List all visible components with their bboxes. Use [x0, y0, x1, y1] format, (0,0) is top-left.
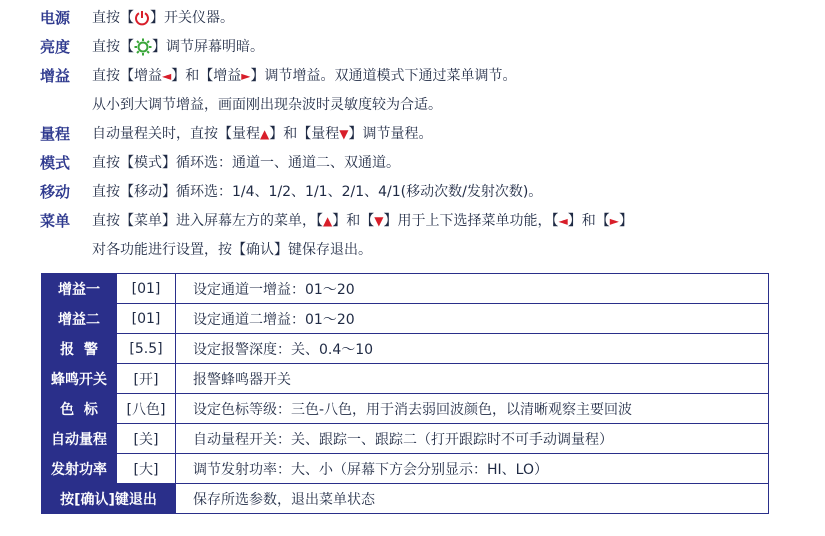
menu-item-value: [大] — [117, 454, 176, 484]
sun-icon — [134, 38, 152, 56]
triangle-down-icon: ▼ — [339, 127, 349, 141]
menu-item-value: [关] — [117, 424, 176, 454]
instructions — [40, 4, 810, 265]
menu-item-value: [开] — [117, 364, 176, 394]
menu-item-desc: 设定色标等级：三色-八色，用于消去弱回波颜色，以清晰观察主要回波 — [176, 394, 769, 424]
table-row — [42, 484, 769, 514]
menu-item-desc: 设定通道一增益：01～20 — [176, 274, 769, 304]
table-row — [42, 394, 769, 424]
menu-item-name: 增益一 — [42, 274, 117, 304]
inst-brightness: 亮度 直按【 】调节屏幕明暗。 — [40, 33, 810, 62]
menu-item-name: 报 警 — [42, 334, 117, 364]
inst-move: 移动 直按【移动】循环选：1/4、1/2、1/1、2/1、4/1(移动次数/发射次数)。 — [40, 178, 810, 207]
menu-item-value: [5.5] — [117, 334, 176, 364]
menu-item-name: 色 标 — [42, 394, 117, 424]
table-row — [42, 304, 769, 334]
triangle-left-icon: ◄ — [162, 69, 172, 83]
inst-label: 模式 — [40, 154, 71, 172]
menu-item-name: 自动量程 — [42, 424, 117, 454]
triangle-right-icon: ► — [241, 69, 251, 83]
menu-item-value: [八色] — [117, 394, 176, 424]
menu-item-desc: 设定通道二增益：01～20 — [176, 304, 769, 334]
table-row — [42, 334, 769, 364]
power-icon — [134, 10, 150, 26]
inst-label: 菜单 — [40, 212, 71, 230]
triangle-left-icon: ◄ — [558, 214, 568, 228]
inst-label: 量程 — [40, 125, 71, 143]
menu-item-name: 增益二 — [42, 304, 117, 334]
menu-item-name: 按[确认]键退出 — [42, 484, 176, 514]
menu-item-desc: 设定报警深度：关、0.4～10 — [176, 334, 769, 364]
menu-item-name: 发射功率 — [42, 454, 117, 484]
menu-table — [41, 273, 769, 514]
inst-power: 电源 直按【 】开关仪器。 — [40, 4, 810, 33]
inst-label: 增益 — [40, 67, 71, 85]
menu-item-desc: 报警蜂鸣器开关 — [176, 364, 769, 394]
menu-item-value: [01] — [117, 304, 176, 334]
table-row — [42, 274, 769, 304]
menu-item-desc: 调节发射功率：大、小（屏幕下方会分别显示：HI、LO） — [176, 454, 769, 484]
menu-item-name: 蜂鸣开关 — [42, 364, 117, 394]
inst-label: 电源 — [40, 9, 71, 27]
triangle-down-icon: ▼ — [374, 214, 384, 228]
triangle-right-icon: ► — [609, 214, 619, 228]
menu-item-value: [01] — [117, 274, 176, 304]
menu-item-desc: 自动量程开关：关、跟踪一、跟踪二（打开跟踪时不可手动调量程） — [176, 424, 769, 454]
menu-item-desc: 保存所选参数，退出菜单状态 — [176, 484, 769, 514]
inst-label: 移动 — [40, 183, 71, 201]
table-row — [42, 364, 769, 394]
table-row — [42, 454, 769, 484]
inst-label: 亮度 — [40, 38, 71, 56]
table-row — [42, 424, 769, 454]
inst-mode: 模式 直按【模式】循环选：通道一、通道二、双通道。 — [40, 149, 810, 178]
inst-gain: 增益 直按【增益◄】和【增益►】调节增益。双通道模式下通过菜单调节。 从小到大调节增益，画面刚出现杂波时灵敏度较为合适。 — [40, 62, 810, 120]
inst-range: 量程 自动量程关时，直按【量程▲】和【量程▼】调节量程。 — [40, 120, 810, 149]
triangle-up-icon: ▲ — [323, 214, 333, 228]
triangle-up-icon: ▲ — [260, 127, 270, 141]
inst-menu: 菜单 直按【菜单】进入屏幕左方的菜单，【▲】和【▼】用于上下选择菜单功能，【◄】和【►】 对各功能进行设置，按【确认】键保存退出。 — [40, 207, 810, 265]
